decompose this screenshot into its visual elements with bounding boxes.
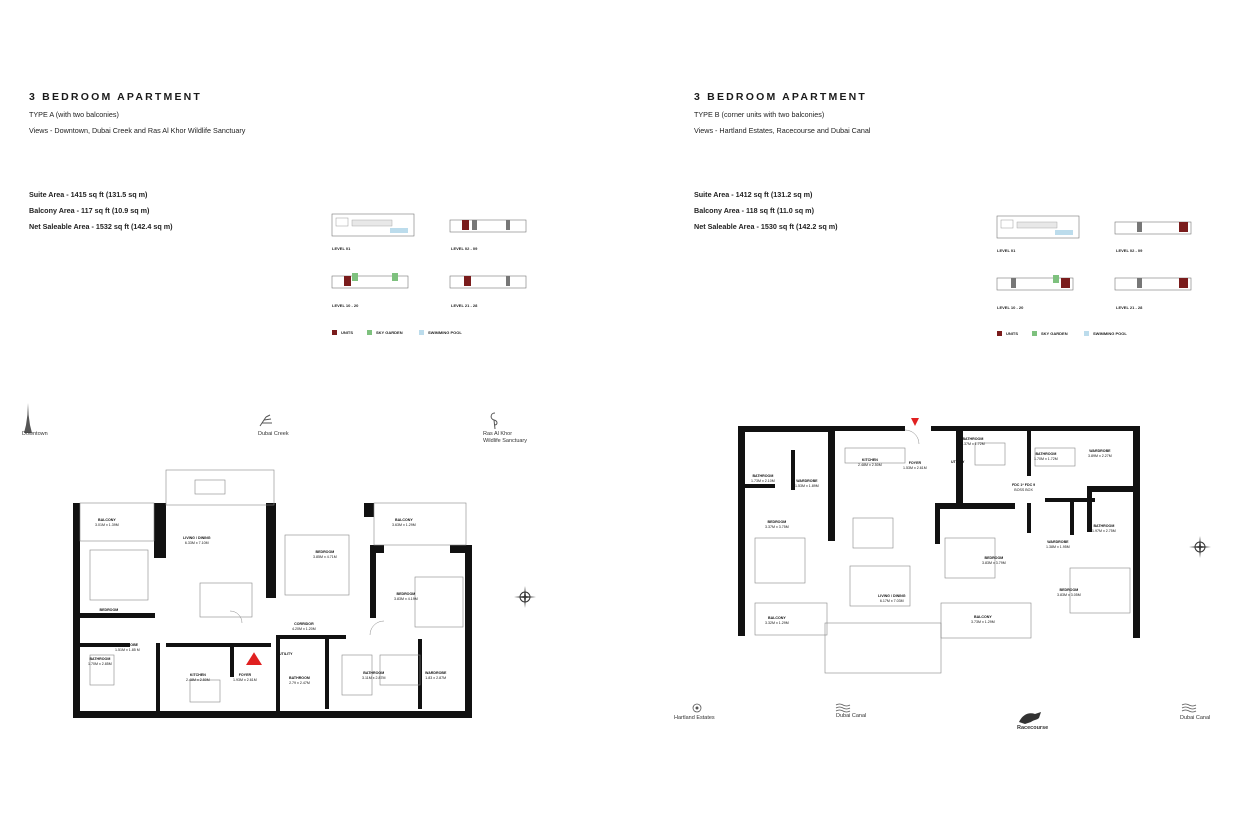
right-type: TYPE B (corner units with two balconies) (694, 110, 825, 119)
right-room-bedroom-3: BEDROOM 3.83M x 3.05M (1057, 588, 1081, 598)
view-downtown-label: Downtown (22, 431, 48, 437)
creek-icon (258, 414, 274, 428)
left-room-bedroom-2: BEDROOM 3.40M x 3.73M (97, 608, 121, 618)
left-balcony-area: Balcony Area - 117 sq ft (10.9 sq m) (29, 206, 150, 215)
right-room-bedroom-2: BEDROOM 3.83M x 3.79M (982, 556, 1006, 566)
view-sanctuary-label: Wildlife Sanctuary (483, 438, 528, 444)
key-plan-level-02-09 (1115, 222, 1191, 234)
right-room-bathroom-1: BATHROOM 1.73M x 2.10M (751, 474, 775, 484)
key-plan-level-01 (997, 216, 1079, 238)
left-room-foyer: FOYER 1.93M x 2.61M (233, 673, 257, 683)
flamingo-icon (486, 411, 500, 431)
left-room-wardrobe-1: WARDROBE 1.51M x 1.85 M (115, 643, 140, 653)
left-room-utility: UTILITY (279, 652, 293, 656)
right-room-bedroom-1: BEDROOM 3.37M x 3.75M (765, 520, 789, 530)
burj-icon (22, 403, 34, 433)
right-room-fdc-box: FDC 1* FDC 9 BOSS BOX (1012, 483, 1036, 493)
right-floor-plan (735, 418, 1141, 678)
compass-icon (1189, 536, 1211, 558)
left-net-area: Net Saleable Area - 1532 sq ft (142.4 sq m) (29, 222, 173, 231)
right-room-foyer: FOYER 1.53M x 2.61M (903, 461, 927, 471)
view-hartland-label: Hartland Estates (674, 715, 715, 721)
left-legend-pool: SWIMMING POOL (419, 330, 462, 335)
right-room-wardrobe-3: WARDROBE 1.38M x 1.95M (1046, 540, 1070, 550)
left-level-21-28-label: LEVEL 21 - 28 (451, 303, 478, 308)
key-plan-level-10-20 (997, 275, 1073, 290)
right-suite-area: Suite Area - 1412 sq ft (131.2 sq m) (694, 190, 813, 199)
view-ras-al-khor-label: Ras Al Khor (483, 431, 513, 437)
right-legend-sky-garden: SKY GARDEN (1032, 331, 1068, 336)
left-room-bedroom-3: BEDROOM 3.83M x 4.19M (394, 592, 418, 602)
left-type: TYPE A (with two balconies) (29, 110, 119, 119)
right-net-area: Net Saleable Area - 1530 sq ft (142.2 sq m) (694, 222, 838, 231)
canal-icon (1182, 703, 1196, 713)
right-balcony-area: Balcony Area - 118 sq ft (11.0 sq m) (694, 206, 814, 215)
compass-icon (514, 586, 536, 608)
left-floor-plan (70, 465, 480, 725)
left-room-balcony-1: BALCONY 3.01M x 1.39M (95, 518, 119, 528)
right-heading: 3 BEDROOM APARTMENT (694, 91, 868, 103)
right-room-bathroom-2: BATHROOM 2.37M x 1.72M (961, 437, 985, 447)
view-canal-2-label: Dubai Canal (1180, 715, 1211, 721)
left-room-living: LIVING / DINING 6.33M x 7.10M (183, 536, 211, 546)
right-room-kitchen: KITCHEN 2.48M x 2.50M (858, 458, 882, 468)
right-room-wardrobe-1: WARDROBE 1.53M x 1.89M (795, 479, 819, 489)
left-room-bathroom-2: BATHROOM 2.79 x 2.47M (289, 676, 310, 686)
right-room-utility: UTILITY (951, 460, 965, 464)
right-room-wardrobe-2: WARDROBE 3.89M x 2.27M (1088, 449, 1112, 459)
key-plan-level-21-28 (1115, 278, 1191, 290)
view-canal-1-label: Dubai Canal (836, 713, 867, 719)
left-room-corridor: CORRIDOR 4.20M x 1.20M (292, 622, 316, 632)
left-level-02-09-label: LEVEL 02 - 09 (451, 246, 478, 251)
right-views: Views - Hartland Estates, Racecourse and Dubai Canal (694, 126, 871, 135)
left-legend-sky-garden: SKY GARDEN (367, 330, 403, 335)
right-legend-pool: SWIMMING POOL (1084, 331, 1127, 336)
right-legend-units: UNITS (997, 331, 1018, 336)
right-level-02-09-label: LEVEL 02 - 09 (1116, 248, 1143, 253)
left-suite-area: Suite Area - 1415 sq ft (131.5 sq m) (29, 190, 148, 199)
key-plan-level-21-28 (450, 276, 526, 288)
entry-marker-icon (246, 652, 262, 665)
left-legend-units: UNITS (332, 330, 353, 335)
left-key-plans (330, 212, 530, 322)
key-plan-level-01 (332, 214, 414, 236)
hartland-icon (692, 703, 702, 713)
right-room-bathroom-4: BATHROOM 1.97M x 2.75M (1092, 524, 1116, 534)
right-level-21-28-label: LEVEL 21 - 28 (1116, 305, 1143, 310)
left-room-kitchen: KITCHEN 2.48M x 2.50M (186, 673, 210, 683)
left-heading: 3 BEDROOM APARTMENT (29, 91, 203, 103)
right-key-plans (995, 214, 1195, 324)
right-level-01-label: LEVEL 01 (997, 248, 1016, 253)
left-views: Views - Downtown, Dubai Creek and Ras Al Khor Wildlife Sanctuary (29, 126, 246, 135)
view-racecourse-label: Racecourse (1017, 725, 1049, 731)
left-level-10-20-label: LEVEL 10 - 20 (332, 303, 359, 308)
left-room-wardrobe-2: WARDROBE 1.83 x 2.87M (425, 671, 447, 681)
horse-icon (1017, 710, 1043, 726)
key-plan-level-02-09 (450, 220, 526, 232)
key-plan-level-10-20 (332, 273, 408, 288)
right-room-balcony-2: BALCONY 3.73M x 1.29M (971, 615, 995, 625)
right-room-living: LIVING / DINING 6.17M x 7.03M (878, 594, 906, 604)
right-level-10-20-label: LEVEL 10 - 20 (997, 305, 1024, 310)
left-room-bedroom-1: BEDROOM 3.85M x 4.71M (313, 550, 337, 560)
view-creek-label: Dubai Creek (258, 431, 289, 437)
right-room-bathroom-3: BATHROOM 1.70M x 1.72M (1034, 452, 1058, 462)
left-room-bathroom-3: BATHROOM 3.11M x 2.87M (362, 671, 386, 681)
right-room-balcony-1: BALCONY 3.32M x 1.29M (765, 616, 789, 626)
left-level-01-label: LEVEL 01 (332, 246, 351, 251)
left-room-bathroom-1: BATHROOM 1.70M x 2.85M (88, 657, 112, 667)
canal-icon (836, 703, 850, 713)
entry-marker-icon (911, 418, 919, 426)
left-room-balcony-2: BALCONY 3.63M x 1.29M (392, 518, 416, 528)
